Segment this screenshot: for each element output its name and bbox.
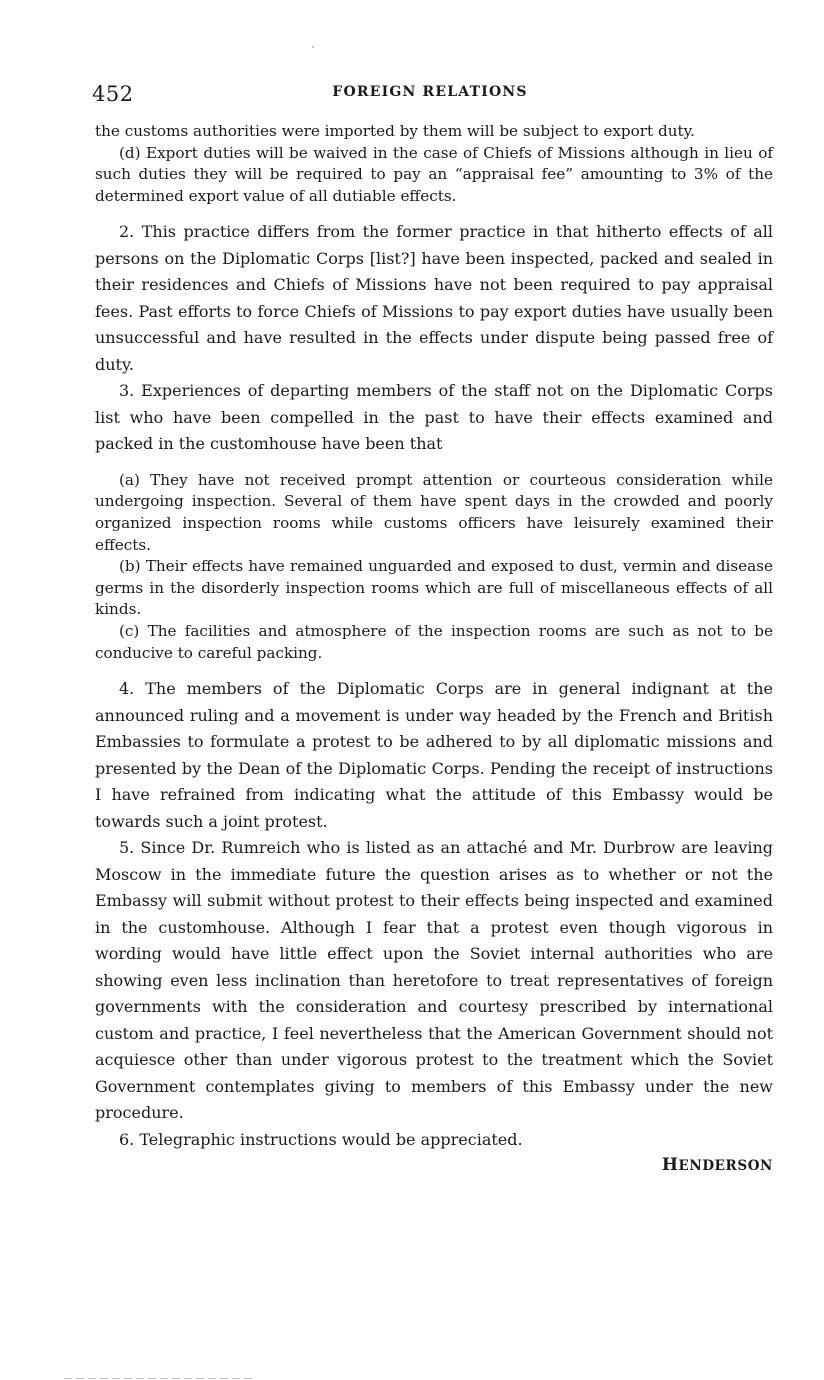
paragraph-2-practice: 2. This practice differs from the former practice in that hitherto effects of all persons on the Diplomatic Corps [list?] have been inspected, packed and sealed in their residences and Chiefs of Missions have not been required to pay appraisal fees. Past efforts to force Chiefs of Missions to pay export duties have usually been unsuccessful and have resulted in the effects under dispute being passed free of duty. [95,222,773,374]
paragraph-4-diplomatic-corps: 4. The members of the Diplomatic Corps are in general indignant at the announced ruling and a movement is under way headed by the French and British Embassies to formulate a protest to be adhered to by all diplomatic missions and presented by the Dean of the Diplomatic Corps. Pending the receipt of instructions I have refrained from indicating what the attitude of this Embassy would be towards such a joint protest. [95,679,773,831]
paragraph-d-export-duties: (d) Export duties will be waived in the case of Chiefs of Missions although in lieu of such duties they will be required to pay an “appraisal fee” amounting to 3% of the determined export value of all dutiable effects. [95,143,773,205]
paragraph-continued: the customs authorities were imported by them will be subject to export duty. [95,122,695,140]
paragraph-3a-attention: (a) They have not received prompt attention or courteous consideration while undergoing inspection. Several of them have spent days in the crowded and poorly organized inspection rooms while customs officers have leisurely examined their effects. [95,470,773,554]
paragraph-3b-effects: (b) Their effects have remained unguarded and exposed to dust, vermin and disease germs in the disorderly inspection rooms which are full of miscellaneous effects of all kinds. [95,557,773,619]
paragraph-5-rumreich-durbrow: 5. Since Dr. Rumreich who is listed as an attaché and Mr. Durbrow are leaving Moscow in the immediate future the question arises as to whether or not the Embassy will submit without protest to their effects being inspected and examined in the customhouse. Although I fear that a protest even though vigorous in wording would have little effect upon the Soviet internal authorities who are showing even less inclination than heretofore to treat representatives of foreign governments with the consideration and courtesy prescribed by international custom and practice, I feel nevertheless that the American Government should not acquiesce other than under vigorous protest to the treatment which the Soviet Government contemplates giving to members of this Embassy under the new procedure. [95,838,773,1123]
paragraph-6-telegraphic: 6. Telegraphic instructions would be appreciated. [119,1129,523,1149]
signature-rest: ENDERSON [678,1158,773,1175]
signature [95,1155,773,1175]
page-number: 452 [92,82,134,106]
paragraph-3-experiences: 3. Experiences of departing members of the staff not on the Diplomatic Corps list who have been compelled in the past to have their effects examined and packed in the customhouse have been that [95,381,773,454]
running-title: FOREIGN RELATIONS [332,84,528,100]
scan-speck [312,46,314,48]
bottom-rule [64,1378,254,1379]
paragraph-3c-facilities: (c) The facilities and atmosphere of the inspection rooms are such as not to be conducive to careful packing. [95,622,773,662]
document-body [95,121,773,1175]
signature-initial: H [661,1155,679,1176]
